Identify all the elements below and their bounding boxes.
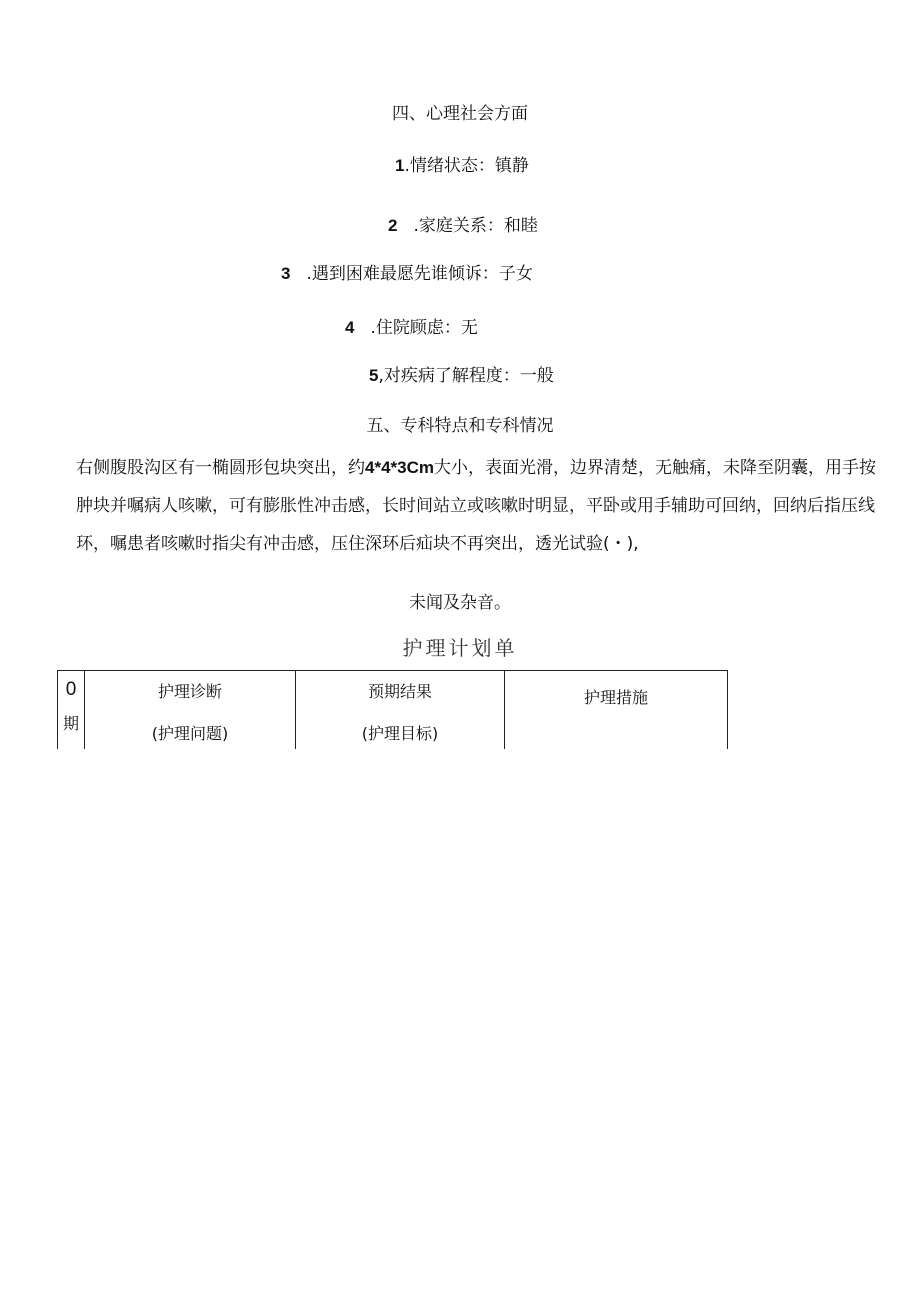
list-item-emotion [395,155,529,177]
table-header-row [58,671,728,750]
diagnosis-column-header [85,671,296,750]
section4-heading: 四、心理社会方面 [392,104,528,124]
list-item-family [388,215,538,237]
item-text: ,对疾病了解程度：一般 [378,366,554,386]
measures-header: 护理措施 [583,688,648,707]
outcome-column-header [296,671,505,750]
date-header-bottom: 期 [62,714,79,733]
item-text: .住院顾虑：无 [370,318,478,338]
item-text: .遇到困难最愿先谁倾诉：子女 [306,264,533,284]
section5-heading: 五、专科特点和专科情况 [366,416,554,436]
list-item-concerns [345,317,478,339]
para-text-after: 大小，表面光滑，边界清楚，无触痛，未降至阴囊，用手按肿块并嘱病人咳嗽，可有膨胀性冲击感，长时间站立或咳嗽时明显，平卧或用手辅助可回纳，回纳后指压线环，嘱患者咳嗽时指尖有冲击感，压住深环后疝块不再突出，透光试验(・), [76,458,876,554]
measures-column-header [505,671,728,750]
item-number: 1 [395,156,405,175]
outcome-header-top: 预期结果 [367,682,432,701]
specialty-paragraph [76,449,876,563]
para-text-before: 右侧腹股沟区有一椭圆形包块突出，约 [76,458,365,478]
date-column-header [58,671,85,750]
item-number: 5 [369,366,379,385]
list-item-understanding [369,365,554,387]
date-header-top: 0 [65,679,77,700]
nursing-plan-table [57,670,728,749]
item-number: 3 [281,264,291,283]
item-text: .情绪状态：镇静 [404,156,529,176]
closing-text: 未闻及杂音。 [409,593,511,613]
outcome-header-bottom: (护理目标) [361,724,439,743]
diagnosis-header-top: 护理诊断 [157,682,222,701]
diagnosis-header-bottom: (护理问题) [151,724,229,743]
size-value: 4*4*3Cm [365,458,434,477]
item-text: .家庭关系：和睦 [413,216,538,236]
item-number: 4 [345,318,355,337]
plan-title: 护理计划单 [402,636,518,660]
item-number: 2 [388,216,398,235]
list-item-confide [281,263,533,285]
